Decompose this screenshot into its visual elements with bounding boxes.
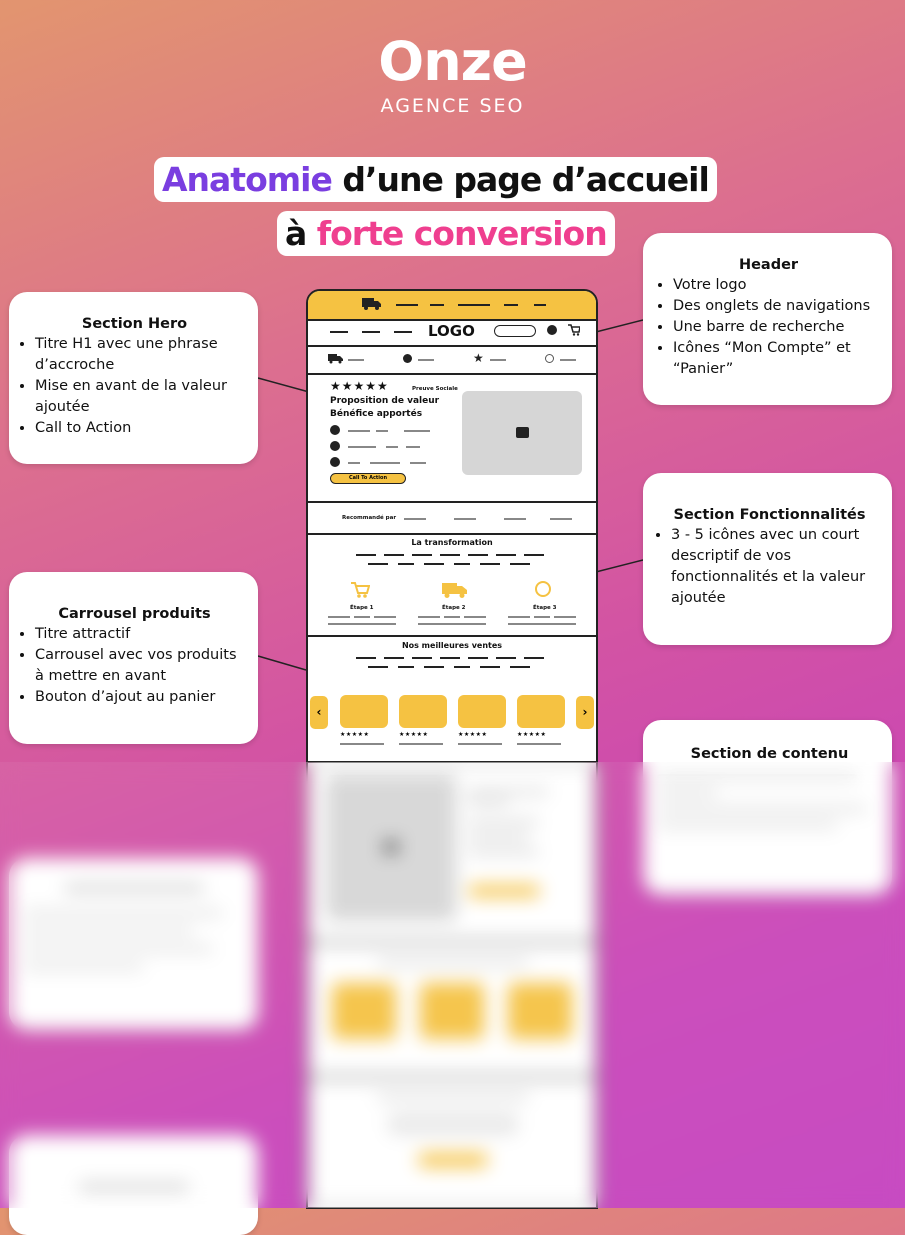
rating-stars-icon: ★★★★★ [340, 731, 370, 738]
product-card [517, 695, 565, 728]
callout-carousel-item: • Bouton d’ajout au panier [35, 687, 248, 708]
rating-stars-icon: ★★★★★ [330, 379, 389, 393]
carousel-prev-button[interactable]: ‹ [310, 696, 328, 729]
title-text-2: à [285, 214, 317, 253]
callout-hero-title: Section Hero [81, 316, 188, 332]
social-proof-label: Preuve Sociale [412, 386, 458, 392]
callout-carousel-item: • Carrousel avec vos produits à mettre en avant [35, 645, 248, 687]
bestsellers-title: Nos meilleures ventes [401, 641, 503, 650]
transformation-title: La transformation [411, 538, 493, 547]
callout-features-title: Section Fonctionnalités [673, 507, 866, 523]
hero-cta-button[interactable]: Call To Action [330, 473, 406, 484]
callout-carousel [9, 572, 258, 744]
rating-stars-icon: ★★★★★ [517, 731, 547, 738]
rating-stars-icon: ★★★★★ [458, 731, 488, 738]
callout-features [643, 473, 892, 645]
mockup-logo: LOGO [428, 322, 475, 340]
cart-icon [350, 581, 370, 599]
title-highlight-conversion: forte conversion [316, 214, 607, 253]
rating-stars-icon: ★★★★★ [399, 731, 429, 738]
truck-icon [362, 297, 382, 311]
callout-header-item: • Une barre de recherche [673, 317, 878, 338]
hero-value-proposition: Proposition de valeur [330, 396, 440, 406]
smile-icon [403, 354, 412, 363]
callout-header [643, 233, 892, 405]
callout-carousel-item: • Titre attractif [35, 624, 248, 645]
callout-hero-item: • Mise en avant de la valeur ajoutée [35, 376, 248, 418]
callout-content-title: Section de contenu [690, 746, 849, 762]
blur-overlay [0, 762, 905, 1208]
callout-features-item: • 3 - 5 icônes avec un court descriptif de vos fonctionnalités et la valeur ajoutée [671, 525, 882, 609]
title-highlight-anatomie: Anatomie [162, 160, 332, 199]
callout-header-title: Header [738, 257, 799, 273]
check-icon [330, 457, 340, 467]
product-card [399, 695, 447, 728]
connector-carousel [258, 656, 306, 670]
truck-icon [442, 582, 468, 599]
callout-hero [9, 292, 258, 464]
callout-hero-item: • Titre H1 avec une phrase d’accroche [35, 334, 248, 376]
transformation-step: Étape 3 [533, 605, 557, 611]
cart-icon [568, 324, 580, 336]
callout-header-item: • Icônes “Mon Compte” et “Panier” [673, 338, 878, 380]
image-icon [516, 427, 529, 438]
truck-icon [328, 353, 344, 364]
callout-carousel-title: Carrousel produits [58, 606, 211, 622]
transformation-step: Étape 2 [442, 605, 466, 611]
recommended-by-label: Recommandé par [342, 515, 397, 521]
carousel-next-button[interactable]: › [576, 696, 594, 729]
chat-icon [545, 354, 554, 363]
hero-benefits: Bénéfice apportés [330, 409, 423, 419]
callout-header-item: • Des onglets de navigations [673, 296, 878, 317]
product-card [458, 695, 506, 728]
check-icon [330, 441, 340, 451]
transformation-step: Étape 1 [350, 605, 374, 611]
callout-hero-item: • Call to Action [35, 418, 248, 439]
account-icon [547, 325, 557, 335]
product-card [340, 695, 388, 728]
mockup-promo-bar [308, 291, 596, 321]
star-icon: ★ [473, 351, 484, 365]
smile-icon [535, 581, 551, 597]
title-text-1: d’une page d’accueil [331, 160, 709, 199]
check-icon [330, 425, 340, 435]
hero-image-placeholder [462, 391, 582, 475]
brand-tagline: AGENCE SEO [380, 95, 525, 117]
callout-header-item: • Votre logo [673, 275, 878, 296]
mockup-search-bar [494, 325, 536, 337]
brand-logo: Onze [378, 30, 527, 93]
